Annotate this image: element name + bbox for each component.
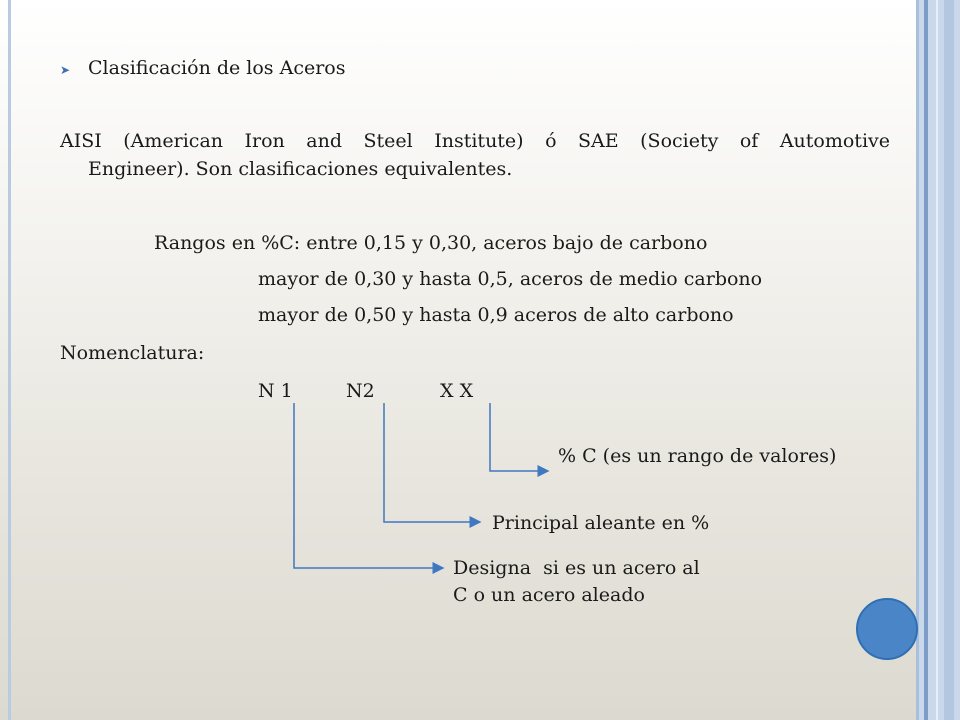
slide-heading: Clasificación de los Aceros — [88, 57, 346, 79]
range-low-carbon: Rangos en %C: entre 0,15 y 0,30, aceros bajo de carbono — [154, 232, 708, 254]
annotation-main-alloy: Principal aleante en % — [492, 512, 710, 534]
aisi-description-line1: AISI (American Iron and Steel Institute) ó SAE (Society of Automotive — [60, 130, 890, 152]
arrow-xx-to-carbon — [490, 403, 548, 471]
code-n1: N 1 — [258, 380, 293, 402]
arrow-n2-to-alloy — [384, 403, 480, 522]
arrow-bullet-icon: ➤ — [60, 63, 71, 77]
range-high-carbon: mayor de 0,50 y hasta 0,9 aceros de alto carbono — [258, 304, 734, 326]
aisi-description-line2: Engineer). Son clasificaciones equivalentes. — [88, 158, 513, 180]
annotation-designation-line1: Designa si es un acero al — [453, 557, 700, 579]
annotation-designation-line2: C o un acero aleado — [453, 584, 645, 606]
code-n2: N2 — [346, 380, 375, 402]
range-medium-carbon: mayor de 0,30 y hasta 0,5, aceros de medio carbono — [258, 268, 763, 290]
arrow-n1-to-designation — [294, 403, 443, 568]
annotation-carbon-range: % C (es un rango de valores) — [558, 445, 837, 467]
code-xx: X X — [440, 380, 474, 402]
nomenclature-label: Nomenclatura: — [60, 342, 205, 364]
